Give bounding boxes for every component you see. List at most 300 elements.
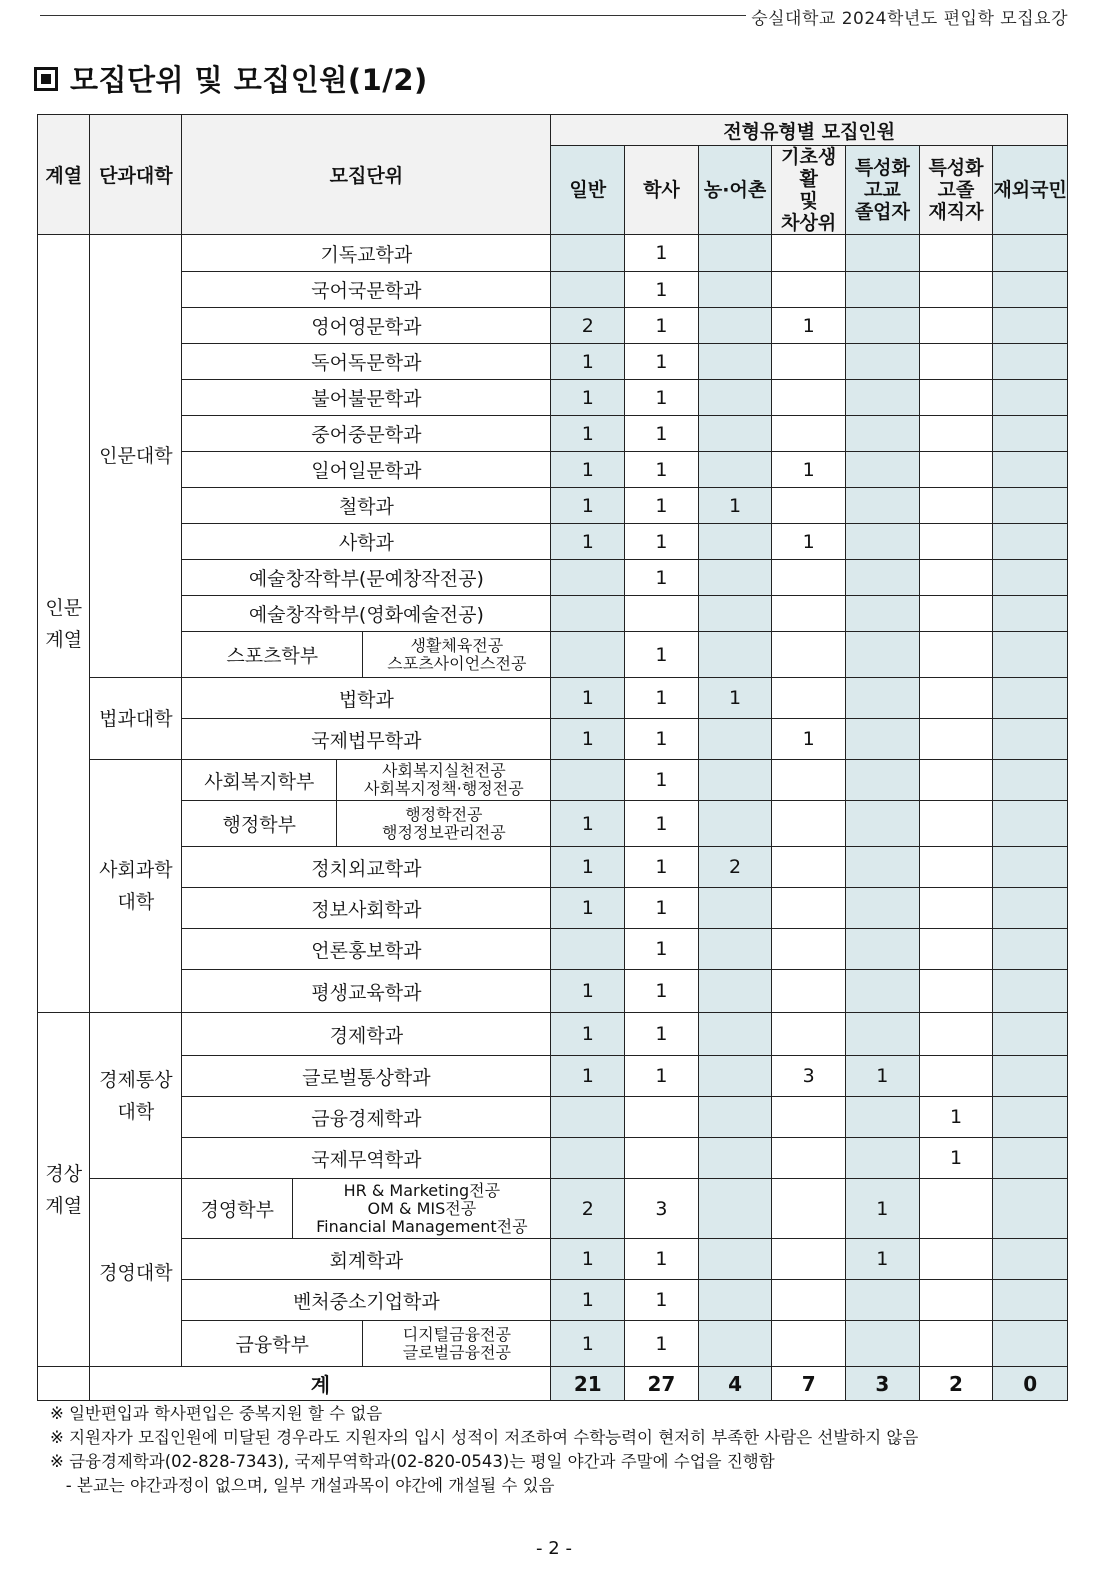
value-cell — [846, 970, 920, 1013]
value-cell — [919, 1280, 993, 1321]
total-value: 7 — [772, 1367, 846, 1401]
label-line: 대학 — [117, 1100, 155, 1123]
table-row — [38, 1097, 1068, 1138]
value-cell — [993, 929, 1068, 970]
label-line: OM & MIS전공 — [367, 1198, 477, 1218]
value-cell — [625, 1097, 699, 1138]
unit-cell: 회계학과 — [182, 1239, 551, 1280]
value-cell: 1 — [625, 416, 699, 452]
page-number: - 2 - — [536, 1538, 572, 1559]
value-cell — [993, 344, 1068, 380]
value-cell — [919, 760, 993, 801]
unit-cell: 기독교학과 — [182, 235, 551, 272]
value-cell — [993, 888, 1068, 929]
value-cell — [993, 272, 1068, 308]
col-header-type — [772, 146, 846, 235]
value-cell — [993, 1097, 1068, 1138]
value-cell — [551, 560, 625, 596]
unit-cell: 평생교육학과 — [182, 970, 551, 1013]
value-cell: 1 — [551, 1056, 625, 1097]
label-line: 차상위 — [781, 212, 837, 234]
section-title-text: 모집단위 및 모집인원(1/2) — [70, 63, 428, 97]
value-cell — [846, 308, 920, 344]
value-cell — [993, 760, 1068, 801]
value-cell: 1 — [625, 452, 699, 488]
value-cell — [698, 1056, 772, 1097]
table-row — [38, 308, 1068, 344]
value-cell — [698, 596, 772, 632]
table-row — [38, 847, 1068, 888]
label-line: 인문대학 — [99, 445, 173, 467]
value-cell — [993, 1056, 1068, 1097]
value-cell — [698, 1321, 772, 1367]
value-cell: 1 — [625, 970, 699, 1013]
value-cell: 1 — [625, 929, 699, 970]
value-cell — [772, 1280, 846, 1321]
value-cell — [919, 678, 993, 719]
dept-cell: 스포츠학부 — [182, 632, 363, 677]
table-row — [38, 632, 1068, 678]
value-cell: 1 — [772, 452, 846, 488]
label-line: 및 — [799, 190, 818, 212]
value-cell: 1 — [846, 1179, 920, 1239]
value-cell — [698, 888, 772, 929]
value-cell — [698, 1239, 772, 1280]
dept-cell: 경영학부 — [182, 1179, 293, 1238]
label-line: 생활체육전공 — [410, 635, 504, 655]
value-cell: 2 — [551, 308, 625, 344]
value-cell — [919, 1321, 993, 1367]
split-unit — [182, 1321, 550, 1366]
value-cell: 1 — [625, 272, 699, 308]
notes — [50, 1402, 918, 1498]
value-cell — [772, 344, 846, 380]
section-title — [34, 58, 428, 99]
value-cell — [698, 235, 772, 272]
label-line: 재외국민 — [993, 179, 1067, 201]
series-cell — [38, 1013, 90, 1367]
value-cell — [698, 970, 772, 1013]
value-cell — [846, 524, 920, 560]
total-value: 2 — [919, 1367, 993, 1401]
value-cell — [919, 344, 993, 380]
unit-cell: 예술창작학부(문예창작전공) — [182, 560, 551, 596]
value-cell: 1 — [772, 524, 846, 560]
value-cell — [993, 632, 1068, 678]
value-cell — [993, 801, 1068, 847]
label-line: 스포츠사이언스전공 — [387, 653, 527, 673]
majors-cell — [363, 632, 551, 677]
value-cell — [993, 416, 1068, 452]
label-line: 경영대학 — [99, 1261, 173, 1284]
table-row — [38, 1321, 1068, 1367]
unit-cell: 독어독문학과 — [182, 344, 551, 380]
label-line: 인문 — [45, 596, 83, 619]
value-cell — [919, 719, 993, 760]
document-header: 숭실대학교 2024학년도 편입학 모집요강 — [751, 9, 1068, 29]
label-line: 기초생활 — [781, 146, 837, 190]
value-cell: 1 — [551, 847, 625, 888]
value-cell — [698, 524, 772, 560]
value-cell — [846, 488, 920, 524]
value-cell: 1 — [551, 524, 625, 560]
dept-cell: 사회복지학부 — [182, 760, 337, 800]
header-rule — [40, 15, 746, 16]
split-unit — [182, 632, 550, 677]
value-cell: 1 — [551, 1013, 625, 1056]
value-cell — [772, 272, 846, 308]
label-line: 고졸 — [937, 179, 975, 201]
value-cell — [846, 416, 920, 452]
value-cell — [846, 344, 920, 380]
table-row — [38, 801, 1068, 847]
value-cell — [698, 1097, 772, 1138]
value-cell — [919, 801, 993, 847]
unit-cell: 경제학과 — [182, 1013, 551, 1056]
unit-cell: 글로벌통상학과 — [182, 1056, 551, 1097]
value-cell — [772, 1321, 846, 1367]
total-value: 0 — [993, 1367, 1068, 1401]
value-cell — [919, 488, 993, 524]
total-value: 3 — [846, 1367, 920, 1401]
unit-cell: 국어국문학과 — [182, 272, 551, 308]
unit-cell: 영어영문학과 — [182, 308, 551, 344]
value-cell: 1 — [625, 801, 699, 847]
unit-cell: 예술창작학부(영화예술전공) — [182, 596, 551, 632]
value-cell — [919, 524, 993, 560]
col-header-type — [846, 146, 920, 235]
table-row — [38, 1013, 1068, 1056]
value-cell — [846, 596, 920, 632]
value-cell: 3 — [772, 1056, 846, 1097]
header-row — [38, 115, 1068, 146]
value-cell — [698, 416, 772, 452]
note-1: ※ 일반편입과 학사편입은 중복지원 할 수 없음 — [50, 1404, 383, 1423]
value-cell — [772, 888, 846, 929]
value-cell: 1 — [625, 1321, 699, 1367]
value-cell: 1 — [551, 678, 625, 719]
value-cell — [846, 1013, 920, 1056]
split-unit — [182, 760, 550, 800]
unit-cell: 금융경제학과 — [182, 1097, 551, 1138]
value-cell — [551, 596, 625, 632]
value-cell: 1 — [551, 452, 625, 488]
table-row — [38, 970, 1068, 1013]
value-cell: 1 — [772, 308, 846, 344]
table-row — [38, 235, 1068, 272]
value-cell: 1 — [551, 488, 625, 524]
value-cell: 1 — [625, 847, 699, 888]
label-line: 법과대학 — [99, 707, 173, 730]
label-line: 사회복지정책·행정전공 — [364, 779, 524, 798]
value-cell — [846, 1280, 920, 1321]
value-cell — [993, 524, 1068, 560]
label-line: 경상 — [45, 1162, 83, 1185]
value-cell: 1 — [625, 760, 699, 801]
value-cell — [772, 801, 846, 847]
value-cell: 1 — [625, 1056, 699, 1097]
table-row — [38, 380, 1068, 416]
table-row — [38, 596, 1068, 632]
col-header-type — [625, 146, 699, 235]
label-line: 재직자 — [928, 201, 984, 223]
total-value: 27 — [625, 1367, 699, 1401]
value-cell — [846, 235, 920, 272]
value-cell: 1 — [551, 1321, 625, 1367]
value-cell: 1 — [625, 678, 699, 719]
value-cell — [993, 1280, 1068, 1321]
table-row — [38, 560, 1068, 596]
col-header-type — [698, 146, 772, 235]
split-unit — [182, 1179, 550, 1238]
total-value: 4 — [698, 1367, 772, 1401]
value-cell — [846, 678, 920, 719]
value-cell — [772, 1239, 846, 1280]
value-cell — [846, 801, 920, 847]
college-cell — [90, 235, 182, 678]
value-cell — [919, 235, 993, 272]
value-cell: 1 — [772, 719, 846, 760]
value-cell — [846, 1321, 920, 1367]
college-cell — [90, 678, 182, 760]
value-cell — [625, 1138, 699, 1179]
value-cell — [772, 847, 846, 888]
unit-cell: 불어불문학과 — [182, 380, 551, 416]
value-cell: 1 — [625, 632, 699, 678]
value-cell: 2 — [551, 1179, 625, 1239]
value-cell — [846, 1138, 920, 1179]
value-cell — [846, 452, 920, 488]
value-cell: 1 — [625, 1239, 699, 1280]
value-cell — [698, 1013, 772, 1056]
label-line: 글로벌금융전공 — [402, 1342, 511, 1362]
value-cell — [551, 760, 625, 801]
value-cell — [772, 1138, 846, 1179]
value-cell — [846, 888, 920, 929]
label-line: 일반 — [569, 179, 607, 201]
value-cell — [846, 632, 920, 678]
split-unit — [182, 801, 550, 846]
dept-cell: 금융학부 — [182, 1321, 363, 1366]
value-cell — [919, 1179, 993, 1239]
value-cell — [698, 1179, 772, 1239]
value-cell — [993, 1239, 1068, 1280]
value-cell — [919, 847, 993, 888]
value-cell — [772, 970, 846, 1013]
value-cell — [919, 929, 993, 970]
value-cell: 3 — [625, 1179, 699, 1239]
table-row — [38, 488, 1068, 524]
value-cell — [919, 888, 993, 929]
table-row — [38, 888, 1068, 929]
value-cell — [919, 1013, 993, 1056]
note-3: ※ 금융경제학과(02-828-7343), 국제무역학과(02-820-0543)는 평일 야간과 주말에 수업을 진행함 — [50, 1452, 775, 1471]
value-cell — [698, 1138, 772, 1179]
value-cell — [551, 235, 625, 272]
note-2: ※ 지원자가 모집인원에 미달된 경우라도 지원자의 입시 성적이 저조하여 수학능력이 현저히 부족한 사람은 선발하지 않음 — [50, 1428, 919, 1447]
value-cell — [993, 970, 1068, 1013]
value-cell — [846, 560, 920, 596]
value-cell — [698, 380, 772, 416]
value-cell — [919, 416, 993, 452]
value-cell — [993, 560, 1068, 596]
label-line: 경제통상 — [99, 1068, 173, 1091]
unit-cell: 철학과 — [182, 488, 551, 524]
value-cell — [772, 760, 846, 801]
unit-cell: 중어중문학과 — [182, 416, 551, 452]
value-cell — [772, 560, 846, 596]
value-cell: 1 — [625, 888, 699, 929]
value-cell — [698, 760, 772, 801]
value-cell: 1 — [625, 1280, 699, 1321]
value-cell — [993, 452, 1068, 488]
total-row — [38, 1367, 1068, 1401]
value-cell — [698, 1280, 772, 1321]
table-row — [38, 416, 1068, 452]
value-cell: 1 — [551, 1280, 625, 1321]
value-cell: 1 — [551, 888, 625, 929]
table-row — [38, 1179, 1068, 1239]
label-line: 행정학전공 — [405, 804, 483, 824]
value-cell — [993, 847, 1068, 888]
value-cell — [698, 308, 772, 344]
unit-cell: 사학과 — [182, 524, 551, 560]
value-cell — [551, 1097, 625, 1138]
value-cell — [551, 272, 625, 308]
value-cell — [772, 488, 846, 524]
value-cell — [919, 308, 993, 344]
value-cell — [772, 929, 846, 970]
value-cell — [772, 596, 846, 632]
total-label: 계 — [90, 1367, 551, 1401]
value-cell — [698, 452, 772, 488]
table-row — [38, 1280, 1068, 1321]
college-cell — [90, 1179, 182, 1367]
series-cell — [38, 235, 90, 1013]
table-row — [38, 1056, 1068, 1097]
value-cell — [772, 632, 846, 678]
value-cell: 1 — [551, 416, 625, 452]
label-line: 계열 — [45, 628, 83, 651]
table-row — [38, 272, 1068, 308]
value-cell: 1 — [698, 488, 772, 524]
table-row — [38, 344, 1068, 380]
value-cell — [919, 452, 993, 488]
label-line: 행정정보관리전공 — [382, 822, 506, 842]
value-cell: 1 — [551, 801, 625, 847]
value-cell — [919, 380, 993, 416]
label-line: 사회과학 — [99, 859, 173, 881]
label-line: 고교 — [863, 179, 901, 201]
label-line: 학사 — [643, 179, 680, 201]
value-cell: 1 — [625, 380, 699, 416]
value-cell — [846, 380, 920, 416]
table-row — [38, 760, 1068, 801]
value-cell — [772, 1179, 846, 1239]
col-header-unit: 모집단위 — [182, 115, 551, 235]
value-cell — [993, 380, 1068, 416]
value-cell — [993, 235, 1068, 272]
value-cell — [993, 596, 1068, 632]
value-cell — [698, 560, 772, 596]
unit-cell — [182, 760, 551, 801]
value-cell — [698, 632, 772, 678]
value-cell — [993, 1138, 1068, 1179]
label-line: 농·어촌 — [703, 179, 767, 201]
value-cell — [772, 1097, 846, 1138]
label-line: 계열 — [45, 1194, 83, 1217]
value-cell: 1 — [551, 719, 625, 760]
value-cell: 1 — [625, 235, 699, 272]
value-cell: 1 — [625, 719, 699, 760]
value-cell — [772, 235, 846, 272]
unit-cell: 법학과 — [182, 678, 551, 719]
value-cell: 1 — [846, 1239, 920, 1280]
col-header-group: 전형유형별 모집인원 — [551, 115, 1068, 146]
note-4: - 본교는 야간과정이 없으며, 일부 개설과목이 야간에 개설될 수 있음 — [50, 1476, 555, 1495]
value-cell — [846, 1097, 920, 1138]
value-cell: 1 — [625, 488, 699, 524]
total-blank — [38, 1367, 90, 1401]
value-cell — [625, 596, 699, 632]
majors-cell — [363, 1321, 551, 1366]
label-line: HR & Marketing전공 — [343, 1180, 501, 1200]
col-header-type — [551, 146, 625, 235]
value-cell — [919, 1056, 993, 1097]
value-cell — [551, 632, 625, 678]
value-cell: 1 — [698, 678, 772, 719]
value-cell — [846, 760, 920, 801]
col-header-type — [993, 146, 1068, 235]
value-cell — [993, 1321, 1068, 1367]
value-cell — [846, 272, 920, 308]
college-cell — [90, 1013, 182, 1179]
value-cell — [772, 1013, 846, 1056]
value-cell: 1 — [625, 524, 699, 560]
value-cell — [846, 929, 920, 970]
table-row — [38, 524, 1068, 560]
value-cell — [698, 929, 772, 970]
label-line: 특성화 — [854, 157, 910, 179]
label-line: 사회복지실천전공 — [382, 761, 506, 780]
value-cell — [919, 632, 993, 678]
value-cell: 1 — [625, 344, 699, 380]
unit-cell: 벤처중소기업학과 — [182, 1280, 551, 1321]
value-cell: 1 — [919, 1097, 993, 1138]
label-line: 대학 — [117, 891, 155, 913]
value-cell — [919, 596, 993, 632]
value-cell — [698, 719, 772, 760]
unit-cell: 국제법무학과 — [182, 719, 551, 760]
value-cell: 1 — [625, 560, 699, 596]
value-cell — [698, 272, 772, 308]
value-cell: 1 — [625, 308, 699, 344]
value-cell: 1 — [551, 970, 625, 1013]
value-cell — [919, 1239, 993, 1280]
majors-cell — [293, 1179, 551, 1238]
value-cell — [919, 560, 993, 596]
value-cell — [551, 929, 625, 970]
table-row — [38, 929, 1068, 970]
majors-cell — [337, 801, 551, 846]
value-cell — [919, 970, 993, 1013]
square-bullet-icon — [34, 67, 58, 91]
table-row — [38, 719, 1068, 760]
value-cell — [772, 416, 846, 452]
value-cell — [846, 847, 920, 888]
unit-cell: 정치외교학과 — [182, 847, 551, 888]
unit-cell — [182, 801, 551, 847]
